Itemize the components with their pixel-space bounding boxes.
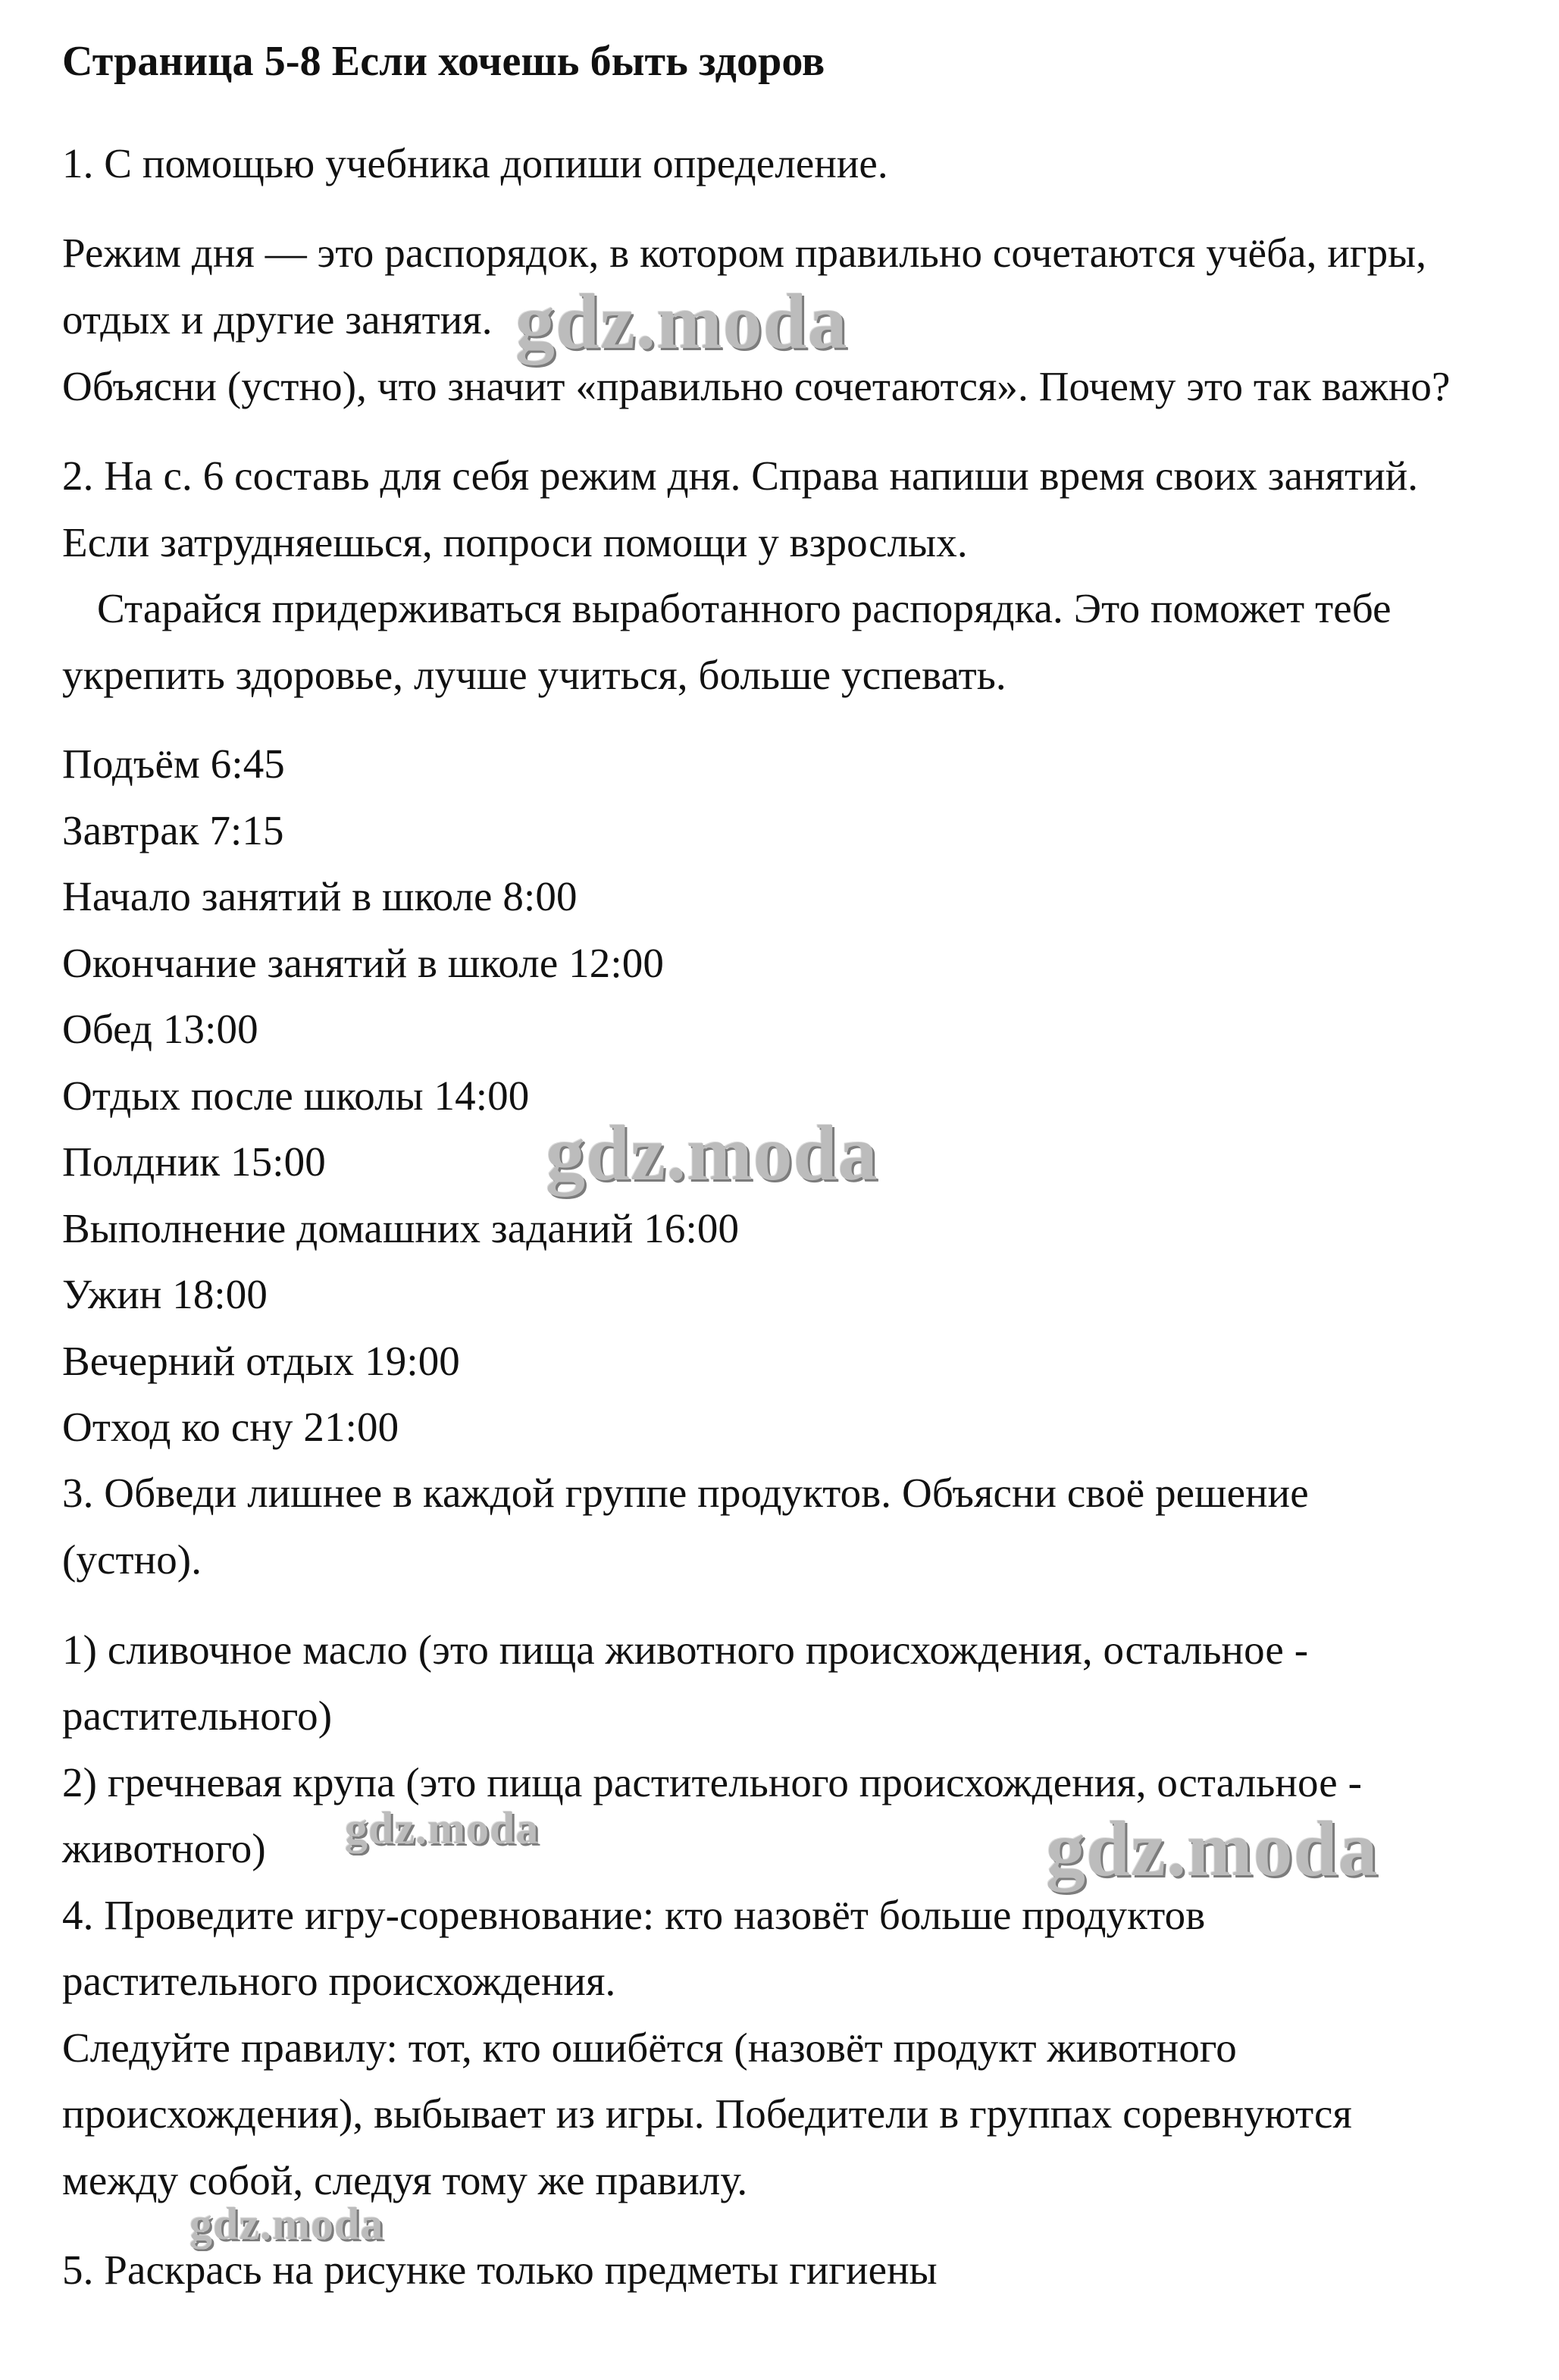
schedule-item-wake-up: Подъём 6:45 [62, 741, 285, 787]
task1-answer-line1: Режим дня — это распорядок, в котором правильно сочетаются учёба, игры, [62, 230, 1427, 276]
task1-answer-line2: отдых и другие занятия. [62, 296, 493, 343]
task4-line2: растительного происхождения. [62, 1958, 616, 2004]
task5-line1: 5. Раскрась на рисунке только предметы гигиены [62, 2247, 938, 2293]
task3-answer2-line1: 2) гречневая крупа (это пища растительного происхождения, остальное - [62, 1759, 1363, 1805]
watermark-logo-5: gdz.moda [189, 2199, 384, 2249]
watermark-logo-1: gdz.moda [515, 278, 848, 365]
task4-line1: 4. Проведите игру-соревнование: кто назовёт больше продуктов [62, 1892, 1206, 1938]
watermark-logo-4: gdz.moda [1046, 1805, 1379, 1893]
task3-line1: 3. Обведи лишнее в каждой группе продуктов. Объясни своё решение [62, 1470, 1309, 1516]
schedule-item-sleep: Отход ко сну 21:00 [62, 1404, 399, 1450]
schedule-item-school-start: Начало занятий в школе 8:00 [62, 873, 578, 919]
task1-explain: Объясни (устно), что значит «правильно сочетаются». Почему это так важно? [62, 363, 1451, 409]
task4-line4: происхождения), выбывает из игры. Победители в группах соревнуются [62, 2090, 1352, 2137]
schedule-item-dinner: Ужин 18:00 [62, 1271, 268, 1317]
task3-line2: (устно). [62, 1536, 202, 1583]
watermark-logo-3: gdz.moda [345, 1803, 540, 1853]
task3-answer1-line1: 1) сливочное масло (это пища животного происхождения, остальное - [62, 1627, 1309, 1673]
task2-line3: Старайся придерживаться выработанного распорядка. Это поможет тебе [97, 585, 1392, 631]
schedule-item-evening-rest: Вечерний отдых 19:00 [62, 1338, 460, 1384]
task4-line5: между собой, следуя тому же правилу. [62, 2157, 748, 2203]
watermark-logo-2: gdz.moda [546, 1110, 878, 1197]
task2-line4: укрепить здоровье, лучше учиться, больше успевать. [62, 652, 1006, 698]
schedule-item-lunch: Обед 13:00 [62, 1006, 258, 1052]
task2-line2: Если затрудняешься, попроси помощи у взрослых. [62, 519, 968, 565]
schedule-item-snack: Полдник 15:00 [62, 1138, 326, 1185]
task3-answer2-line2: животного) [62, 1825, 266, 1871]
task3-answer1-line2: растительного) [62, 1693, 333, 1739]
schedule-item-rest: Отдых после школы 14:00 [62, 1073, 530, 1119]
page-title: Страница 5-8 Если хочешь быть здоров [62, 38, 825, 85]
task1-question: 1. С помощью учебника допиши определение. [62, 140, 888, 186]
schedule-item-breakfast: Завтрак 7:15 [62, 807, 284, 853]
schedule-item-school-end: Окончание занятий в школе 12:00 [62, 940, 664, 986]
task2-line1: 2. На с. 6 составь для себя режим дня. Справа напиши время своих занятий. [62, 453, 1419, 499]
task4-line3: Следуйте правилу: тот, кто ошибётся (назовёт продукт животного [62, 2025, 1237, 2071]
schedule-item-homework: Выполнение домашних заданий 16:00 [62, 1205, 740, 1251]
